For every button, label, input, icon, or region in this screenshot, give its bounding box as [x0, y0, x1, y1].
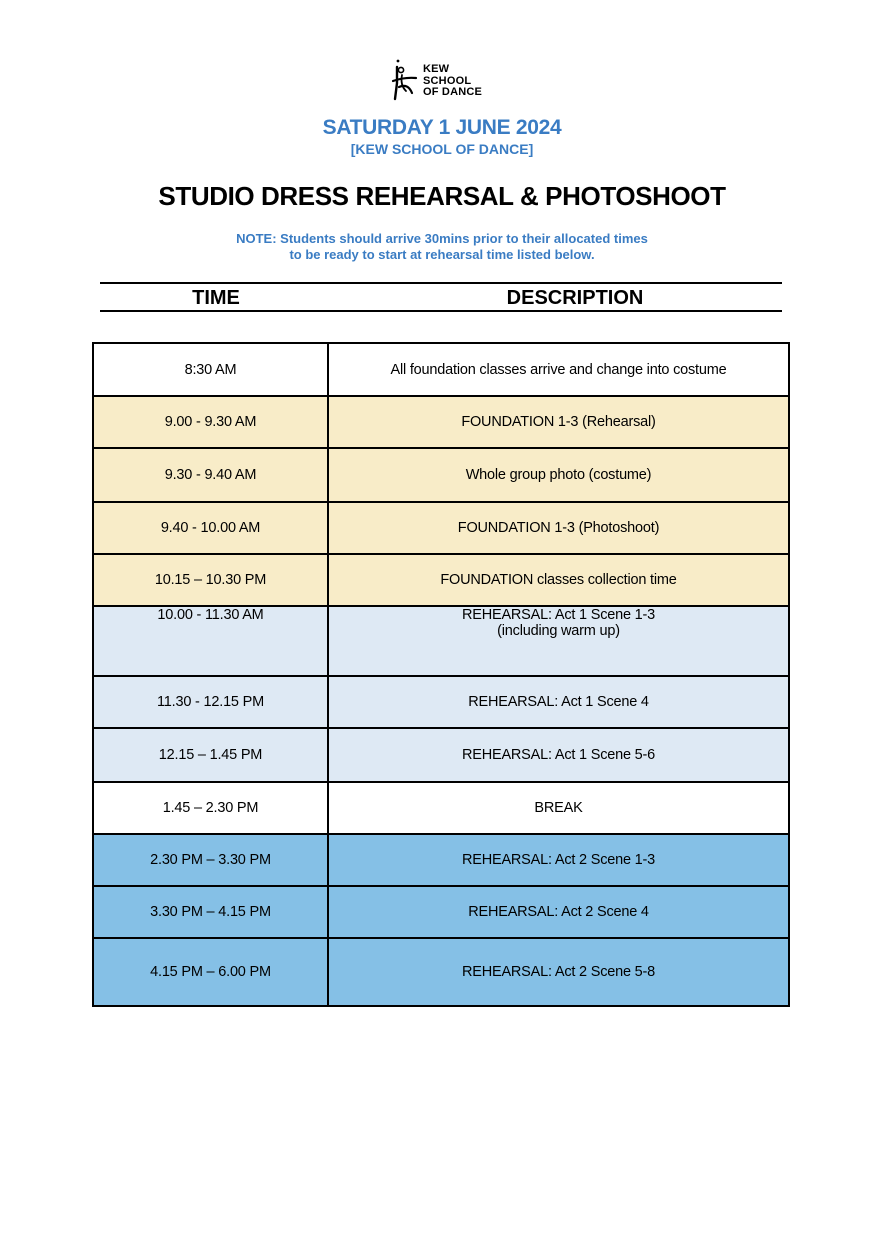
schedule-row	[93, 938, 789, 1006]
time-cell: 9.40 - 10.00 AM	[93, 502, 328, 554]
description-line-1: REHEARSAL: Act 1 Scene 1-3	[461, 607, 656, 623]
header-description: DESCRIPTION	[506, 287, 644, 309]
schedule-row	[93, 448, 789, 502]
note-line-1: NOTE: Students should arrive 30mins prior to their allocated times	[236, 231, 648, 246]
arrival-note	[0, 231, 884, 263]
schedule-row	[93, 728, 789, 782]
header-top-rule	[100, 282, 782, 284]
event-venue: [KEW SCHOOL OF DANCE]	[350, 141, 534, 157]
dancer-icon	[390, 57, 422, 105]
time-cell: 3.30 PM – 4.15 PM	[93, 886, 328, 938]
description-cell: REHEARSAL: Act 1 Scene 5-6	[328, 728, 789, 782]
schedule-row	[93, 343, 789, 396]
time-cell: 8:30 AM	[93, 343, 328, 396]
school-logo	[390, 57, 510, 105]
description-cell	[328, 606, 789, 676]
schedule-table	[92, 342, 790, 1007]
schedule-row	[93, 606, 789, 676]
time-cell: 10.15 – 10.30 PM	[93, 554, 328, 606]
description-cell: FOUNDATION 1-3 (Photoshoot)	[328, 502, 789, 554]
logo-line-3: OF DANCE	[423, 86, 483, 98]
time-cell: 10.00 - 11.30 AM	[93, 606, 328, 676]
schedule-row	[93, 676, 789, 728]
description-cell: REHEARSAL: Act 2 Scene 4	[328, 886, 789, 938]
logo-line-2: SCHOOL	[423, 74, 472, 87]
header-bottom-rule	[100, 310, 782, 312]
note-line-2: to be ready to start at rehearsal time listed below.	[289, 247, 595, 262]
time-cell: 1.45 – 2.30 PM	[93, 782, 328, 834]
description-cell: All foundation classes arrive and change into costume	[328, 343, 789, 396]
schedule-row	[93, 886, 789, 938]
header-time: TIME	[192, 287, 240, 309]
time-cell: 12.15 – 1.45 PM	[93, 728, 328, 782]
schedule-row	[93, 782, 789, 834]
page-title: STUDIO DRESS REHEARSAL & PHOTOSHOOT	[158, 181, 726, 211]
time-cell: 11.30 - 12.15 PM	[93, 676, 328, 728]
description-cell: FOUNDATION classes collection time	[328, 554, 789, 606]
description-cell: REHEARSAL: Act 1 Scene 4	[328, 676, 789, 728]
description-cell: Whole group photo (costume)	[328, 448, 789, 502]
description-cell: BREAK	[328, 782, 789, 834]
time-cell: 9.00 - 9.30 AM	[93, 396, 328, 448]
schedule-row	[93, 554, 789, 606]
description-cell: REHEARSAL: Act 2 Scene 5-8	[328, 938, 789, 1006]
time-cell: 4.15 PM – 6.00 PM	[93, 938, 328, 1006]
time-cell: 9.30 - 9.40 AM	[93, 448, 328, 502]
logo-wordmark	[423, 64, 482, 99]
event-date: SATURDAY 1 JUNE 2024	[322, 116, 562, 139]
logo-line-1: KEW	[423, 63, 450, 75]
description-cell: REHEARSAL: Act 2 Scene 1-3	[328, 834, 789, 886]
schedule-row	[93, 502, 789, 554]
schedule-row	[93, 834, 789, 886]
description-line-2: (including warm up)	[497, 623, 620, 639]
schedule-row	[93, 396, 789, 448]
description-cell: FOUNDATION 1-3 (Rehearsal)	[328, 396, 789, 448]
time-cell: 2.30 PM – 3.30 PM	[93, 834, 328, 886]
